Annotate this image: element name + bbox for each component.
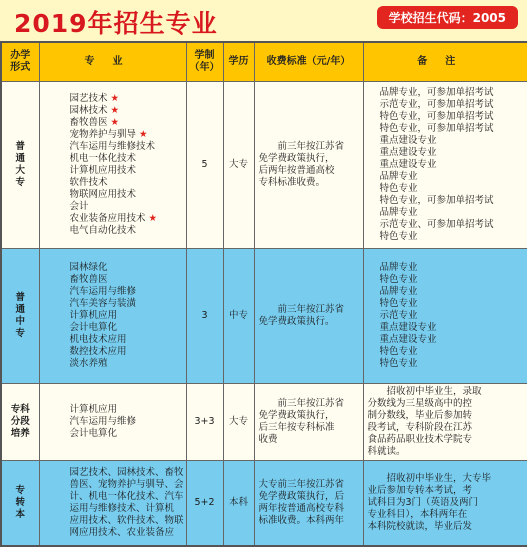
major-name: 宠物养护与驯导 [69,129,137,140]
fee-line: 免学费政策执行， [258,153,335,164]
note-line: 品牌专业，可参加单招考试 [379,87,494,98]
fee-line: 免学费政策执行。 [258,316,335,327]
header-major [39,42,186,82]
note-line: 特色专业 [379,358,418,369]
major-item: 电气自动化技术 [69,225,137,236]
major-line: 园艺技术、园林技术、畜牧 [69,467,184,478]
row-degree-cell: 大专 [223,384,254,461]
form-char: 中 [15,316,25,327]
row-fee-cell [254,384,363,461]
major-item [70,117,182,129]
major-item: 汽车美容与装潢 [69,298,137,309]
fee-line: 标准收费。本科两年 [258,515,345,526]
header-duration-line: （年） [189,62,220,73]
row-majors-cell [39,249,186,384]
note-line: 品牌专业 [379,286,418,297]
note-line: 特色专业 [379,298,418,309]
star-icon: ★ [110,117,120,128]
major-item: 汽车运用与维修 [69,286,137,297]
note-line: 重点建设专业 [379,322,437,333]
major-item [70,213,182,225]
form-char: 普 [15,141,25,152]
note-line: 分数线为三星级高中的控 [367,398,473,409]
form-char: 培养 [10,428,30,439]
major-line: 兽医、宠物养护与驯导、会 [69,479,184,490]
major-item: 会计电算化 [69,428,118,439]
major-item: 汽车运用与维修技术 [69,141,156,152]
row-form-cell [1,384,39,461]
row-notes-cell [363,384,527,461]
row-notes-cell [363,461,527,547]
major-line: 应用技术、软件技术、物联 [69,515,184,526]
note-line: 品牌专业 [379,207,418,218]
form-char: 本 [15,509,25,520]
note-line: 重点建设专业 [379,135,437,146]
major-item: 淡水养殖 [69,358,108,369]
note-line: 科就读。 [367,446,406,457]
header-duration-line: 学制 [194,50,215,61]
header-form [1,42,39,82]
row-majors-cell [39,461,186,547]
fee-line: 收费 [258,434,278,445]
major-item: 计算机应用技术 [69,165,137,176]
row-duration-cell: 3 [186,249,223,384]
form-char: 普 [15,292,25,303]
header-form-line: 形式 [10,62,31,73]
note-line: 招收初中毕业生，录取 [386,386,482,397]
form-char: 专 [15,177,25,188]
note-line: 特色专业 [379,183,418,194]
major-item: 计算机应用 [69,310,118,321]
page-header [0,0,527,38]
major-name: 园林技术 [69,105,108,116]
header-degree: 学历 [223,42,254,82]
header-duration [186,42,223,82]
table-row [1,461,527,547]
major-item: 会计电算化 [69,322,118,333]
header-notes [363,42,527,82]
fee-line: 前三年按江苏省 [277,304,345,315]
star-icon: ★ [110,93,120,104]
major-item: 园林绿化 [69,262,108,273]
major-line: 计、机电一体化技术、汽车 [69,491,184,502]
note-line: 专业科目），本科两年在 [367,509,468,520]
note-line: 本科院校就读，毕业后发 [367,521,473,532]
major-item [70,129,182,141]
note-line: 试科目为3门（英语及两门 [367,497,479,508]
row-form-cell [1,82,39,249]
header-major-label: 专业 [84,56,141,67]
note-line: 重点建设专业 [379,334,437,345]
major-line: 网应用技术、农业装备应 [69,527,175,538]
school-code-badge: 学校招生代码：2005 [377,6,518,29]
note-line: 特色专业，可参加单招考试 [379,195,494,206]
note-line: 重点建设专业 [379,147,437,158]
page-title: 2019年招生专业 [14,9,218,38]
note-line: 制分数线，毕业后参加转 [367,410,473,421]
row-degree-cell: 中专 [223,249,254,384]
note-line: 示范专业，可参加单招考试 [379,99,494,110]
major-item: 畜牧兽医 [69,274,108,285]
major-name: 畜牧兽医 [69,117,108,128]
fee-line: 后两年按普通高校 [258,165,335,176]
major-line: 运用与维修技术、计算机 [69,503,175,514]
note-line: 特色专业 [379,274,418,285]
note-line: 段考试，专科阶段在江苏 [367,422,473,433]
row-duration-cell: 3+3 [186,384,223,461]
header-fee: 收费标准（元/年） [254,42,363,82]
row-form-cell [1,461,39,547]
table-row [1,384,527,461]
fee-line: 前三年按江苏省 [277,398,345,409]
table-header-row [1,42,527,82]
row-duration-cell: 5+2 [186,461,223,547]
form-char: 专 [15,485,25,496]
major-item: 机电一体化技术 [69,153,137,164]
row-majors-cell [39,384,186,461]
major-item: 软件技术 [69,177,108,188]
row-notes-cell [363,249,527,384]
major-item [70,105,182,117]
note-line: 业后参加专转本考试，考 [367,485,473,496]
table-row [1,249,527,384]
major-name: 园艺技术 [69,93,108,104]
major-item: 数控技术应用 [69,346,127,357]
row-majors-cell [39,82,186,249]
major-item: 计算机应用 [69,404,118,415]
enrollment-table [0,41,527,547]
row-form-cell [1,249,39,384]
fee-line: 两年按普通高校专科 [258,503,345,514]
row-fee-cell [254,82,363,249]
fee-line: 后三年按专科标准 [258,422,335,433]
form-char: 转 [15,497,25,508]
note-line: 品牌专业 [379,262,418,273]
major-item: 汽车运用与维修 [69,416,137,427]
note-line: 示范专业 [379,310,418,321]
note-line: 特色专业，可参加单招考试 [379,123,494,134]
header-form-line: 办学 [10,50,31,61]
note-line: 示范专业、可参加单招考试 [379,219,494,230]
fee-line: 免学费政策执行，后 [258,491,345,502]
note-line: 重点建设专业 [379,159,437,170]
row-fee-cell [254,461,363,547]
star-icon: ★ [110,105,120,116]
note-line: 食品药品职业技术学院专 [367,434,473,445]
note-line: 特色专业 [379,231,418,242]
fee-line: 前三年按江苏省 [277,141,345,152]
row-duration-cell: 5 [186,82,223,249]
note-line: 品牌专业 [379,171,418,182]
form-char: 分段 [10,416,30,427]
star-icon: ★ [139,129,148,140]
form-char: 专 [15,328,25,339]
major-item: 会计 [69,201,89,212]
row-notes-cell [363,82,527,249]
form-char: 通 [15,304,25,315]
major-item: 物联网应用技术 [69,189,137,200]
row-degree-cell: 本科 [223,461,254,547]
fee-line: 大专前三年按江苏省 [258,479,345,490]
table-row [1,82,527,249]
fee-line: 专科标准收费。 [258,177,326,188]
row-degree-cell: 大专 [223,82,254,249]
form-char: 通 [15,153,25,164]
note-line: 招收初中毕业生，大专毕 [386,473,492,484]
major-item: 机电技术应用 [69,334,127,345]
note-line: 特色专业，可参加单招考试 [379,111,494,122]
fee-line: 免学费政策执行， [258,410,335,421]
form-char: 大 [15,165,25,176]
row-fee-cell [254,249,363,384]
form-char: 专科 [10,404,30,415]
major-item [70,93,182,105]
star-icon: ★ [148,213,158,224]
note-line: 特色专业 [379,346,418,357]
header-notes-label: 备注 [417,56,474,67]
major-name: 农业装备应用技术 [69,213,146,224]
